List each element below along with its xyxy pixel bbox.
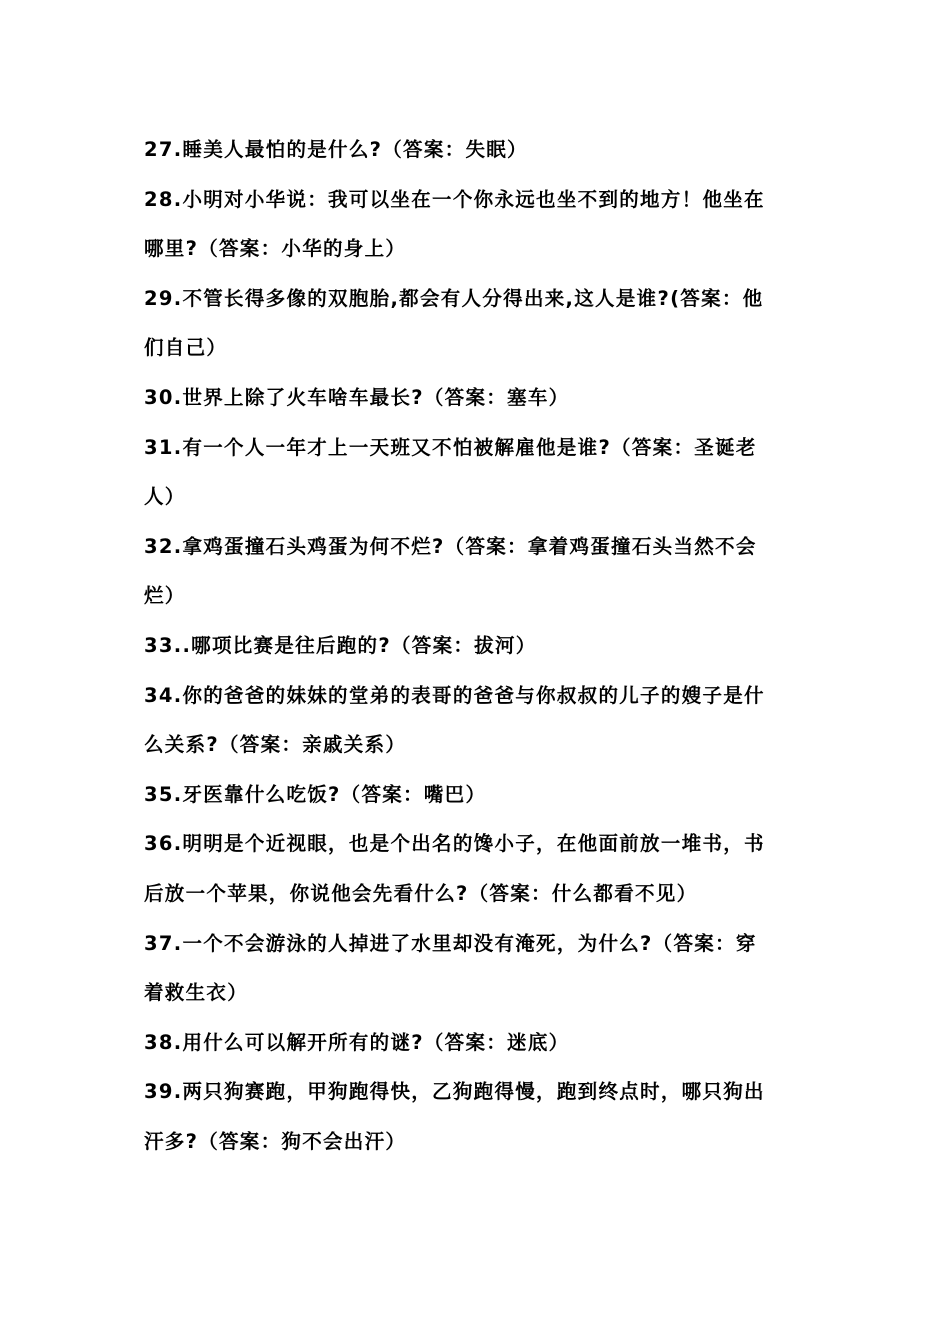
text-line: 人） <box>144 485 186 509</box>
text-line: 们自己） <box>144 336 228 360</box>
text-line: 37.一个不会游泳的人掉进了水里却没有淹死，为什么?（答案：穿 <box>144 931 757 955</box>
text-line: 哪里?（答案：小华的身上） <box>144 237 407 261</box>
text-line: 31.有一个人一年才上一天班又不怕被解雇他是谁?（答案：圣诞老 <box>144 435 757 459</box>
text-line: 28.小明对小华说：我可以坐在一个你永远也坐不到的地方！他坐在 <box>144 187 765 211</box>
text-line: 32.拿鸡蛋撞石头鸡蛋为何不烂?（答案：拿着鸡蛋撞石头当然不会 <box>144 534 757 558</box>
text-line: 后放一个苹果，你说他会先看什么?（答案：什么都看不见） <box>144 881 698 905</box>
text-line: 汗多?（答案：狗不会出汗） <box>144 1129 407 1153</box>
riddle-text-block <box>144 125 812 1166</box>
text-line: 33..哪项比赛是往后跑的?（答案：拔河） <box>144 633 537 657</box>
text-line: 36.明明是个近视眼，也是个出名的馋小子，在他面前放一堆书，书 <box>144 832 765 856</box>
text-line: 39.两只狗赛跑，甲狗跑得快，乙狗跑得慢，跑到终点时，哪只狗出 <box>144 1080 765 1104</box>
text-line: 烂） <box>144 584 186 608</box>
text-line: 38.用什么可以解开所有的谜?（答案：迷底） <box>144 1030 570 1054</box>
text-line: 35.牙医靠什么吃饭?（答案：嘴巴） <box>144 782 487 806</box>
text-line: 27.睡美人最怕的是什么?（答案：失眠） <box>144 138 528 161</box>
text-line: 34.你的爸爸的妹妹的堂弟的表哥的爸爸与你叔叔的儿子的嫂子是什 <box>144 683 765 707</box>
text-line: 30.世界上除了火车啥车最长?（答案：塞车） <box>144 385 570 409</box>
text-line: 29.不管长得多像的双胞胎,都会有人分得出来,这人是谁?(答案：他 <box>144 286 764 310</box>
text-line: 着救生衣） <box>144 981 249 1005</box>
text-line: 么关系?（答案：亲戚关系） <box>144 733 407 757</box>
